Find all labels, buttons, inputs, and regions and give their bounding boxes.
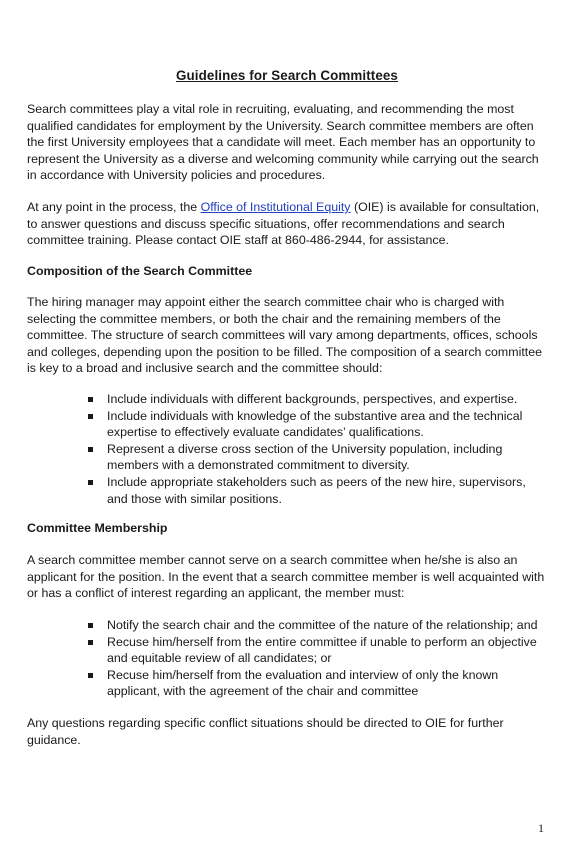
bullet-text: Include individuals with knowledge of the substantive area and the technical expertise to effectively evaluate candidates’ qualifications. (107, 408, 523, 440)
bullet-icon (88, 623, 93, 628)
list-item (27, 634, 547, 667)
bullet-text: Include appropriate stakeholders such as peers of the new hire, supervisors, and those with similar positions. (107, 474, 526, 506)
composition-paragraph: The hiring manager may appoint either the search committee chair who is charged with selecting the committee members, or both the chair and the remaining members of the committee. The structure of search committees will vary among departments, offices, schools and colleges, depending upon the position to be filled. The composition of a search committee is key to a broad and inclusive search and the committee should: (27, 295, 542, 376)
bullet-text: Include individuals with different backgrounds, perspectives, and expertise. (107, 392, 518, 406)
composition-heading: Composition of the Search Committee (27, 264, 253, 278)
page-title: Guidelines for Search Committees (176, 68, 398, 83)
bullet-text: Represent a diverse cross section of the University population, including members with a demonstrated commitment to diversity. (107, 441, 503, 473)
bullet-text: Recuse him/herself from the entire committee if unable to perform an objective and equitable review of all candidates; or (107, 634, 537, 666)
bullet-text: Notify the search chair and the committee of the nature of the relationship; and (107, 618, 538, 632)
list-item (27, 391, 547, 408)
oie-text-after: (OIE) is available for consultation, to answer questions and discuss specific situations, offer recommendations and search committee training. Please contact OIE staff at 860-486-2944, for assistance. (27, 200, 540, 248)
membership-paragraph: A search committee member cannot serve on a search committee when he/she is also an applicant for the position. In the event that a search committee member is well acquainted with or has a conflict of interest regarding an applicant, the member must: (27, 553, 545, 601)
bullet-icon (88, 640, 93, 645)
oie-paragraph (27, 199, 545, 249)
page-number: 1 (538, 821, 544, 835)
bullet-icon (88, 447, 93, 452)
oie-text-before: At any point in the process, the (27, 200, 201, 214)
list-item (27, 617, 547, 634)
bullet-text: Recuse him/herself from the evaluation and interview of only the known applicant, with the agreement of the chair and committee (107, 667, 499, 699)
list-item (27, 667, 547, 700)
list-item (27, 474, 547, 507)
composition-bullet-list (27, 391, 547, 507)
membership-heading: Committee Membership (27, 521, 168, 535)
closing-paragraph: Any questions regarding specific conflict situations should be directed to OIE for further guidance. (27, 716, 504, 747)
bullet-icon (88, 414, 93, 419)
bullet-icon (88, 397, 93, 402)
bullet-icon (88, 673, 93, 678)
list-item (27, 408, 547, 441)
bullet-icon (88, 480, 93, 485)
membership-bullet-list (27, 617, 547, 700)
list-item (27, 441, 547, 474)
oie-link[interactable]: Office of Institutional Equity (200, 200, 351, 214)
intro-paragraph: Search committees play a vital role in recruiting, evaluating, and recommending the most qualified candidates for employment by the University. Search committee members are often the first University employees that a candidate will meet. Each member has an opportunity to represent the University as a diverse and welcoming community while carrying out the search in accordance with University policies and procedures. (27, 102, 539, 183)
